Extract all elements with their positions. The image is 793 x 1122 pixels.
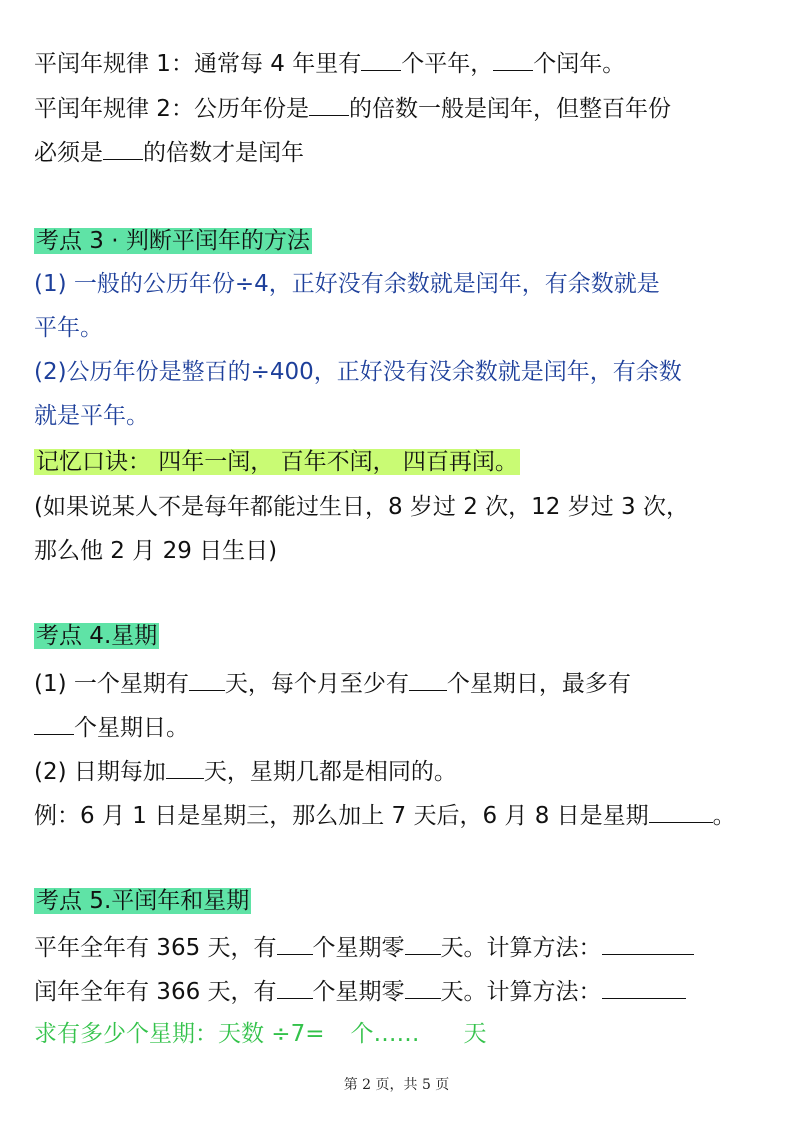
blank-common-years[interactable] [361, 46, 401, 71]
rule2-cont-text-b: 的倍数才是闰年 [143, 140, 304, 166]
week-question-1 [34, 666, 631, 700]
leap-text-b: 个星期零 [312, 979, 405, 1005]
common-text-b: 个星期零 [312, 935, 405, 961]
rule2-text-a: 平闰年规律 2：公历年份是 [34, 96, 309, 122]
page-footer: 第 2 页，共 5 页 [343, 1077, 450, 1093]
common-year-weeks [34, 930, 694, 964]
leap-text-a: 闰年全年有 366 天，有 [34, 979, 277, 1005]
blank-common-extra-days[interactable] [405, 930, 441, 955]
week-q1-text-d: 个星期日。 [74, 715, 189, 741]
rule2-cont-text-a: 必须是 [34, 140, 103, 166]
blank-cycle-days[interactable] [166, 754, 204, 779]
blank-common-weeks[interactable] [277, 930, 313, 955]
leap-rule-2-cont [34, 135, 304, 169]
method-2-line1: (2)公历年份是整百的÷400，正好没有没余数就是闰年，有余数 [34, 359, 682, 385]
week-example-end: 。 [712, 803, 736, 829]
blank-century-multiple[interactable] [103, 135, 143, 160]
method-1-line2: 平年。 [34, 315, 103, 341]
blank-leap-years[interactable] [493, 46, 533, 71]
week-q1-text-c: 个星期日，最多有 [446, 671, 631, 697]
blank-days-per-week[interactable] [189, 666, 225, 691]
blank-leap-extra-days[interactable] [405, 974, 441, 999]
method-1-line1: (1) 一般的公历年份÷4，正好没有余数就是闰年，有余数就是 [34, 271, 660, 297]
blank-weekday[interactable] [649, 798, 713, 823]
week-question-2 [34, 754, 457, 788]
kaodian-4-heading-text: 考点 4.星期 [36, 623, 158, 649]
week-q2-text-b: 天，星期几都是相同的。 [203, 759, 457, 785]
blank-leap-method[interactable] [602, 974, 686, 999]
common-text-c: 天。计算方法： [440, 935, 602, 961]
birthday-note-line1: (如果说某人不是每年都能过生日，8 岁过 2 次，12 岁过 3 次， [34, 494, 690, 520]
common-text-a: 平年全年有 365 天，有 [34, 935, 277, 961]
leap-year-weeks [34, 974, 686, 1008]
rule1-text-a: 平闰年规律 1：通常每 4 年里有 [34, 51, 362, 77]
blank-max-sundays[interactable] [34, 710, 74, 735]
weeks-formula [34, 1018, 487, 1050]
rule2-text-b: 的倍数一般是闰年，但整百年份 [348, 96, 671, 122]
rule1-text-c: 个闰年。 [533, 51, 626, 77]
mnemonic-text: 记忆口诀： 四年一闰， 百年不闰， 四百再闰。 [36, 449, 518, 475]
leap-rule-1 [34, 46, 625, 80]
kaodian-5-heading-text: 考点 5.平闰年和星期 [36, 888, 250, 914]
week-example [34, 798, 736, 832]
leap-rule-2 [34, 91, 671, 125]
week-q1-text-b: 天，每个月至少有 [224, 671, 409, 697]
week-q2-text-a: (2) 日期每加 [34, 759, 166, 785]
blank-leap-weeks[interactable] [277, 974, 313, 999]
kaodian-5-heading [34, 885, 251, 917]
rule1-text-b: 个平年， [401, 51, 494, 77]
formula-text-c: 天 [463, 1021, 487, 1047]
week-example-text: 例：6 月 1 日是星期三，那么加上 7 天后，6 月 8 日是星期 [34, 803, 649, 829]
formula-text-b: 个…… [350, 1021, 420, 1047]
blank-multiple-of[interactable] [309, 91, 349, 116]
blank-common-method[interactable] [602, 930, 694, 955]
week-question-1-cont [34, 710, 189, 744]
method-2-line2: 就是平年。 [34, 403, 149, 429]
kaodian-3-heading-text: 考点 3 · 判断平闰年的方法 [36, 228, 310, 254]
formula-text-a: 求有多少个星期：天数 ÷7= [34, 1021, 325, 1047]
kaodian-4-heading [34, 620, 159, 652]
leap-text-c: 天。计算方法： [440, 979, 602, 1005]
mnemonic [34, 446, 520, 478]
blank-min-sundays[interactable] [409, 666, 447, 691]
kaodian-3-heading [34, 225, 312, 257]
week-q1-text-a: (1) 一个星期有 [34, 671, 189, 697]
birthday-note-line2: 那么他 2 月 29 日生日) [34, 538, 278, 564]
